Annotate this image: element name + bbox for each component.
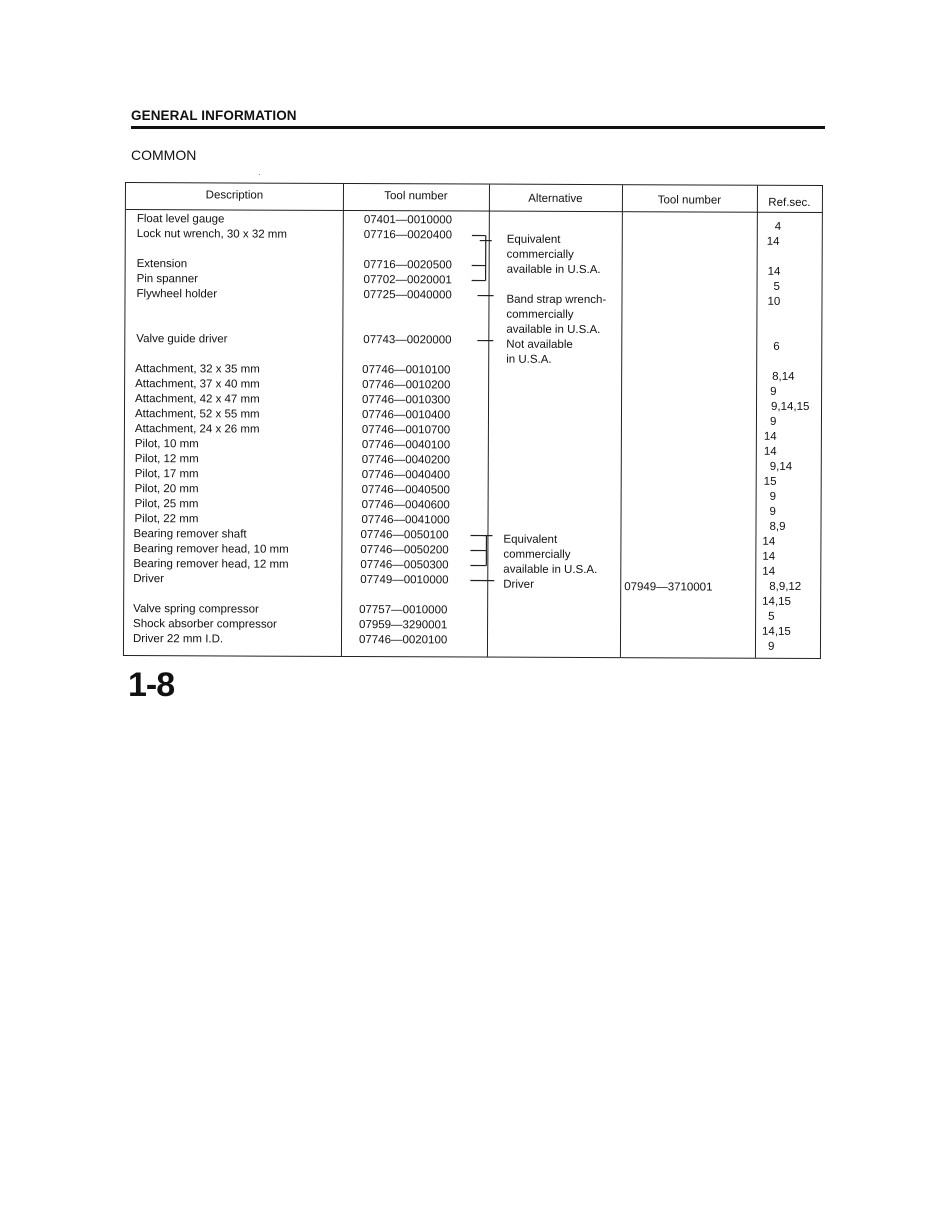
tool-number-cell: 07746—0010100 bbox=[362, 364, 451, 377]
ref-cell: 9 bbox=[770, 385, 777, 398]
tools-table bbox=[123, 182, 823, 659]
page-header bbox=[131, 108, 825, 129]
description-cell: Attachment, 42 x 47 mm bbox=[135, 393, 260, 406]
tool-number-cell: 07749—0010000 bbox=[360, 574, 449, 587]
scan-mark: · bbox=[258, 170, 261, 179]
ref-cell: 14 bbox=[762, 535, 776, 548]
tool-number-cell: 07959—3290001 bbox=[359, 619, 448, 632]
header-alternative: Alternative bbox=[528, 192, 583, 205]
description-cell: Flywheel holder bbox=[136, 288, 218, 301]
description-cell: Valve spring compressor bbox=[133, 603, 259, 616]
description-cell: Attachment, 24 x 26 mm bbox=[134, 423, 260, 436]
tool-number-cell: 07716—0020400 bbox=[363, 229, 453, 242]
header-alt-tool-number: Tool number bbox=[657, 194, 722, 207]
ref-cell: 14 bbox=[767, 265, 781, 278]
ref-cell: 14,15 bbox=[762, 625, 791, 638]
alternative-cell: commercially bbox=[503, 548, 571, 561]
alternative-cell: Equivalent bbox=[506, 233, 561, 246]
description-cell: Attachment, 52 x 55 mm bbox=[134, 408, 260, 421]
ref-cell: 5 bbox=[768, 610, 775, 623]
tool-number-cell: 07746—0010700 bbox=[361, 424, 451, 437]
ref-cell: 9 bbox=[769, 505, 776, 518]
ref-cell: 14 bbox=[762, 550, 776, 563]
section-title: COMMON bbox=[131, 147, 197, 163]
bracket-connectors bbox=[470, 225, 504, 645]
tool-number-cell: 07716—0020500 bbox=[363, 259, 452, 272]
alternative-cell: available in U.S.A. bbox=[506, 263, 601, 277]
tool-number-cell: 07746—0050100 bbox=[360, 529, 449, 542]
alternative-cell: in U.S.A. bbox=[506, 353, 552, 366]
ref-cell: 8,14 bbox=[772, 370, 795, 383]
description-cell: Bearing remover shaft bbox=[133, 528, 247, 541]
alternative-cell: Equivalent bbox=[503, 533, 558, 546]
tool-number-cell: 07746—0040500 bbox=[361, 484, 450, 497]
alternative-cell: commercially bbox=[506, 248, 574, 261]
description-cell: Pilot, 10 mm bbox=[134, 438, 199, 451]
ref-cell: 9 bbox=[769, 415, 777, 428]
alternative-cell: available in U.S.A. bbox=[503, 563, 598, 577]
description-cell: Extension bbox=[136, 258, 188, 271]
tool-number-cell: 07746—0010200 bbox=[362, 379, 451, 392]
description-cell: Attachment, 32 x 35 mm bbox=[135, 363, 260, 376]
header-tool-number: Tool number bbox=[384, 190, 448, 203]
ref-cell: 6 bbox=[773, 340, 780, 353]
header-ref-sec: Ref.sec. bbox=[768, 196, 811, 209]
description-cell: Pilot, 12 mm bbox=[134, 453, 199, 466]
description-cell: Pin spanner bbox=[136, 273, 198, 286]
ref-cell: 9 bbox=[769, 490, 777, 503]
description-cell: Pilot, 17 mm bbox=[134, 468, 199, 481]
tool-number-cell: 07746—0041000 bbox=[361, 514, 450, 527]
tool-number-cell: 07743—0020000 bbox=[363, 334, 452, 347]
tool-number-cell: 07725—0040000 bbox=[363, 289, 452, 302]
description-cell: Driver 22 mm I.D. bbox=[132, 633, 224, 646]
tool-number-cell: 07746—0020100 bbox=[358, 634, 448, 647]
ref-cell: 9,14 bbox=[769, 460, 793, 473]
description-cell: Attachment, 37 x 40 mm bbox=[135, 378, 260, 391]
alternative-cell: available in U.S.A. bbox=[506, 323, 601, 337]
tool-number-cell: 07401—0010000 bbox=[363, 214, 453, 227]
tool-number-cell: 07757—0010000 bbox=[359, 604, 448, 617]
ref-cell: 14,15 bbox=[762, 595, 791, 608]
tool-number-cell: 07746—0040600 bbox=[361, 499, 450, 512]
description-cell: Float level gauge bbox=[136, 213, 225, 226]
alternative-cell: Not available bbox=[506, 338, 573, 351]
tool-number-cell: 07746—0010400 bbox=[361, 409, 451, 422]
ref-cell: 14 bbox=[763, 445, 777, 458]
alternative-cell: Driver bbox=[503, 578, 534, 591]
ref-cell: 8,9,12 bbox=[769, 580, 802, 593]
description-cell: Pilot, 20 mm bbox=[134, 483, 199, 496]
alt-tool-number-cell: 07949—3710001 bbox=[624, 581, 713, 594]
description-cell: Driver bbox=[133, 573, 164, 586]
ref-cell: 10 bbox=[767, 295, 781, 308]
tool-number-cell: 07746—0040100 bbox=[361, 439, 451, 452]
alternative-cell: Band strap wrench- bbox=[506, 293, 607, 307]
ref-cell: 9,14,15 bbox=[770, 400, 810, 413]
tool-number-cell: 07746—0050300 bbox=[360, 559, 449, 572]
ref-cell: 4 bbox=[774, 220, 782, 233]
ref-cell: 5 bbox=[773, 280, 780, 293]
ref-cell: 15 bbox=[763, 475, 777, 488]
tool-number-cell: 07746—0050200 bbox=[360, 544, 449, 557]
description-cell: Shock absorber compressor bbox=[133, 618, 277, 631]
ref-cell: 14 bbox=[766, 235, 780, 248]
tool-number-cell: 07746—0040200 bbox=[361, 454, 451, 467]
ref-cell: 14 bbox=[763, 430, 777, 443]
tool-number-cell: 07702—0020001 bbox=[363, 274, 452, 287]
ref-cell: 9 bbox=[767, 640, 775, 653]
description-cell: Pilot, 25 mm bbox=[134, 498, 199, 511]
description-cell: Pilot, 22 mm bbox=[134, 513, 199, 526]
description-cell: Valve guide driver bbox=[136, 333, 228, 346]
header-description: Description bbox=[205, 189, 264, 202]
alternative-cell: commercially bbox=[506, 308, 574, 321]
page-number: 1-8 bbox=[128, 666, 175, 704]
tool-number-cell: 07746—0040400 bbox=[361, 469, 450, 482]
ref-cell: 14 bbox=[762, 565, 776, 578]
page-header-title: GENERAL INFORMATION bbox=[131, 108, 297, 123]
description-cell: Bearing remover head, 10 mm bbox=[133, 543, 289, 556]
ref-cell: 8,9 bbox=[769, 520, 786, 533]
description-cell: Lock nut wrench, 30 x 32 mm bbox=[136, 228, 288, 241]
description-cell: Bearing remover head, 12 mm bbox=[133, 558, 289, 571]
tool-number-cell: 07746—0010300 bbox=[362, 394, 451, 407]
